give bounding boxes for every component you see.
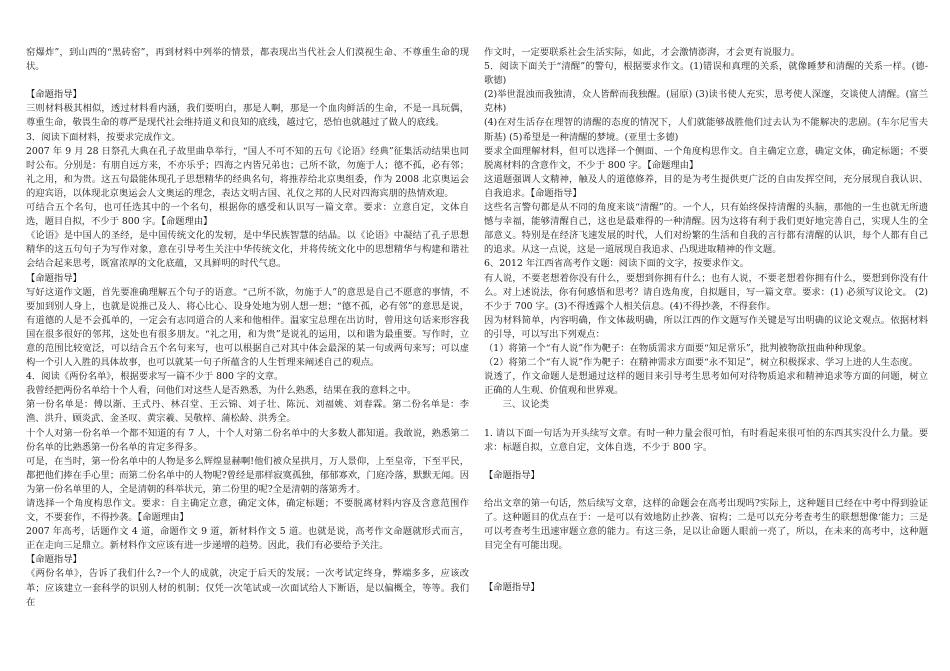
right-paragraph: （2）将第二个“有人说”作为靶子：在精神需求方面要“永不知足”，树立积极探求、学习上进的人生态度。 bbox=[484, 357, 918, 369]
left-paragraph: 《论语》是中国人的圣经，是中国传统文化的发轫，是中华民族智慧的结晶。以《论语》中凝结了孔子思想精华的这五句句子为写作对象，意在引导考生关注中华传统文化，并将传统文化中的思想精华与构建和谐社会结合起来思考，既富浓厚的文化底蕴，又具鲜明的时代气息。 bbox=[26, 230, 469, 270]
right-paragraph: 5．阅读下面关于“清醒”的警句，根据要求作文。(1)错误和真理的关系，就像睡梦和清醒的关系一样。(德-歌德) bbox=[484, 61, 928, 87]
right-paragraph: 有人说，不要老想着你没有什么，要想到你拥有什么；也有人说，不要老想着你拥有什么，要想到你没有什么。对上述说法，你有何感悟和思考？请自选角度，自拟题目，写一篇文章。要求：(1) 必须写议论文。 (2) 不少于 700 字。(3)不得透露个人相关信息。(4)不得抄袭，不得套作。 bbox=[484, 272, 928, 312]
left-paragraph: 3．阅读下面材料，按要求完成作文。 bbox=[26, 131, 181, 143]
right-paragraph: 作文时，一定要联系社会生活实际，如此，才会激情澎湃，才会更有说服力。 bbox=[484, 47, 801, 58]
right-paragraph: 1. 请以下面一句话为开头续写文章。有时一种力量会很可怕，有时看起来很可怕的东西其实没什么力量。要求：标题自拟，立意自定，文体自选，不少于 800 字。 bbox=[484, 427, 928, 453]
left-paragraph: 2007 年高考，话题作文 4 道，命题作文 9 道，新材料作文 5 道。也就是说，高考作文命题就形式而言，正在走向三足鼎立。新材料作文应该有进一步递增的趋势。因此，我们有必要给予关注。 bbox=[26, 526, 469, 552]
left-paragraph: 窑爆炸”，到山西的“黑砖窑”，再到材料中列举的情景，都表现出当代社会人们漠视生命、不尊重生命的现状。 bbox=[26, 47, 469, 73]
left-section-heading: 【命题指导】 bbox=[26, 89, 82, 101]
left-section-heading: 【命题指导】 bbox=[26, 554, 82, 566]
right-paragraph: 说透了，作文命题人是想通过这样的题目来引导考生思考如何对待物质追求和精神追求等方面的问题，树立正确的人生观、价值观和世界观。 bbox=[484, 371, 928, 397]
left-paragraph: 十个人对第一份名单一个都不知道的有 7 人，十个人对第二份名单中的大多数人都知道。我敢说，熟悉第二份名单的比熟悉第一份名单的肯定多得多。 bbox=[26, 427, 469, 453]
left-column bbox=[26, 46, 469, 610]
left-section-heading: 【命题指导】 bbox=[26, 272, 82, 284]
right-spacer bbox=[484, 412, 928, 426]
right-paragraph: 因为材料简单，内容明确，作文体裁明确，所以江西的作文题写作关键是写出明确的议论文观点。依据材料的引导，可以写出下列观点： bbox=[484, 314, 928, 340]
left-paragraph: 《两份名单》，告诉了我们什么?一个人的成就，决定于后天的发展；一次考试定终身，弊端多多，应该改革；应该建立一套科学的识别人材的机制；仅凭一次笔试或一次面试给人下断语，是以偏概全，等等。我们在 bbox=[26, 568, 469, 608]
left-paragraph: 我曾经把两份名单给十个人看，问他们对这些人是否熟悉，为什么熟悉，结果在我的意料之中。 bbox=[26, 385, 417, 397]
left-paragraph: 可结合五个名句，也可任选其中的一个名句，根据你的感受和认识写一篇文章。要求：立意自定，文体自选，题目自拟，不少于 800 字。【命题理由】 bbox=[26, 202, 469, 228]
right-spacer bbox=[484, 483, 928, 497]
right-spacer bbox=[484, 455, 928, 469]
left-paragraph: 三则材料极其相似，透过材料看内涵，我们要明白，那是人啊，那是一个血肉鲜活的生命，不是一具玩偶，尊重生命，敬畏生命的尊严是现代社会维持道义和良知的底线，越过它，恐怕也就越过了做人的底线。 bbox=[26, 103, 469, 129]
left-spacer bbox=[26, 74, 469, 88]
left-paragraph: 第一份名单是：傅以渐、王式丹、林召堂、王云锦、刘子壮、陈沅、刘福姚、刘春霖。第二份名单是：李渔、洪升、顾炎武、金圣叹、黄宗羲、吴敬梓、蒲松龄、洪秀全。 bbox=[26, 399, 469, 425]
right-paragraph: (2)举世混浊而我独清，众人皆醉而我独醒。(屈原) (3)读书使人充实，思考使人深邃，交谈使人清醒。(富兰克林) bbox=[484, 89, 928, 115]
right-section-heading: 【命题指导】 bbox=[484, 582, 540, 594]
left-paragraph: 写好这道作文题，首先要准确理解五个句子的语意。“己所不欲，勿施于人”的意思是自己不愿意的事情，不要加到别人身上，也就是说推己及人、将心比心、设身处地为别人想一想；“德不孤，必有邻”的意思是说，有道德的人是不会孤单的，一定会有志同道合的人来和他相伴。温家宝总理在出访时，曾用这句话来形容我国在很多很好的邻邦，这处也有很多朋友。“礼之用，和为贵”是说礼的运用，以和谐为最重要。写作时，立意的范围比较宽泛，可以结合五个名句来写，也可以根据自己对其中体会最深的某一句或两句来写；可以虚构一个引人入胜的具体故事，也可以就某一句子所蕴含的人生哲理来阐述自己的观点。 bbox=[26, 286, 469, 369]
right-paragraph: 给出文章的第一句话，然后续写文章，这样的命题会在高考出现吗?实际上，这种题目已经在中考中得到验证了。这种题目的优点在于：一是可以有效地防止抄袭、宿构；二是可以充分考查考生的联想想像‘能力；三是可以考查考生迅速审题立意的能力。有这三条，足以让命题人眼前一亮了，所以，在未来的高考中，这种题目完全有可能出现。 bbox=[484, 498, 928, 552]
right-column bbox=[484, 46, 928, 595]
left-paragraph: 2007 年 9 月 28 日祭孔大典在孔子故里曲阜举行，“国人不可不知的五句《论语》经典”征集活动结果也同时公布。分别是：有朋自远方来，不亦乐乎；四海之内皆兄弟也；己所不欲，勿施于人；德不孤，必有邻；礼之用，和为贵。这五句最能体现孔子思想精华的经典名句，将推荐给北京奥组委，作为 2008 北京奥运会的迎宾语，以体现北京奥运会人文奥运的理念，表达文明古国、礼仪之邦的人民对四海宾朋的热情欢迎。 bbox=[26, 145, 469, 199]
right-paragraph: 要求全面理解材料，但可以选择一个侧面、一个角度构思作文。自主确定立意，确定文体，确定标题；不要脱离材料的含意作文，不少于 800 字。【命题理由】 bbox=[484, 145, 928, 171]
right-paragraph: （1）将第一个“有人说”作为靶子：在物质需求方面要“知足常乐”，批判被物欲扭曲种种现象。 bbox=[484, 342, 872, 354]
right-paragraph: 这道题强调人文精神，触及人的道德修养，目的是为考生提供更广泛的自由发挥空间，充分展现自我认识、自我追求。【命题指导】 bbox=[484, 173, 928, 199]
left-paragraph: 请选择一个角度构思作文。要求：自主确定立意，确定文体，确定标题；不要脱离材料内容及含意范围作文，不要套作，不得抄袭。【命题理由】 bbox=[26, 498, 469, 524]
right-section-heading: 【命题指导】 bbox=[484, 469, 540, 481]
right-paragraph: 三、议论类 bbox=[484, 399, 550, 411]
right-paragraph: 这些名言警句都是从不同的角度来谈“清醒”的。一个人，只有始终保持清醒的头脑，那他的一生也就无所遗憾与幸福，能够清醒自己，这也是最难得的一种清醒。因为这将有利于我们更好地完善自己，实现人生的全部意义。特别是在经济飞速发展的时代，人们对纷繁的生活和自我的言行都有清醒的认识，每个人都有自己的追求。从这一点说，这是一道展现自我追求、凸现进取精神的作文题。 bbox=[484, 202, 928, 256]
right-spacer bbox=[484, 553, 928, 581]
left-paragraph: 可是，在当时，第一份名单中的人物是多么辉煌显赫啊!他们被众星拱月，万人景仰，上至皇帝，下至平民，都把他们捧在手心里；而第二份名单中的人物呢?曾经是那样寂寞孤独，郁郁寡欢，门庭冷落，默默无闻。因为第一份名单里的人，全是清朝的科举状元，第二份里的呢?全是清朝的落第秀才。 bbox=[26, 455, 469, 495]
left-paragraph: 4．阅读《两份名单》，根据要求写一篇不少于 800 字的文章。 bbox=[26, 371, 284, 383]
right-paragraph: (4)在对生活存在理智的清醒的态度的情况下，人们就能够战胜他们过去认为不能解决的悲剧。(车尔尼雪夫斯基) (5)希望是一种清醒的梦境。(亚里士多德) bbox=[484, 117, 928, 143]
right-paragraph: 6、2012 年江西省高考作文题：阅读下面的文字，按要求作文。 bbox=[484, 258, 749, 270]
